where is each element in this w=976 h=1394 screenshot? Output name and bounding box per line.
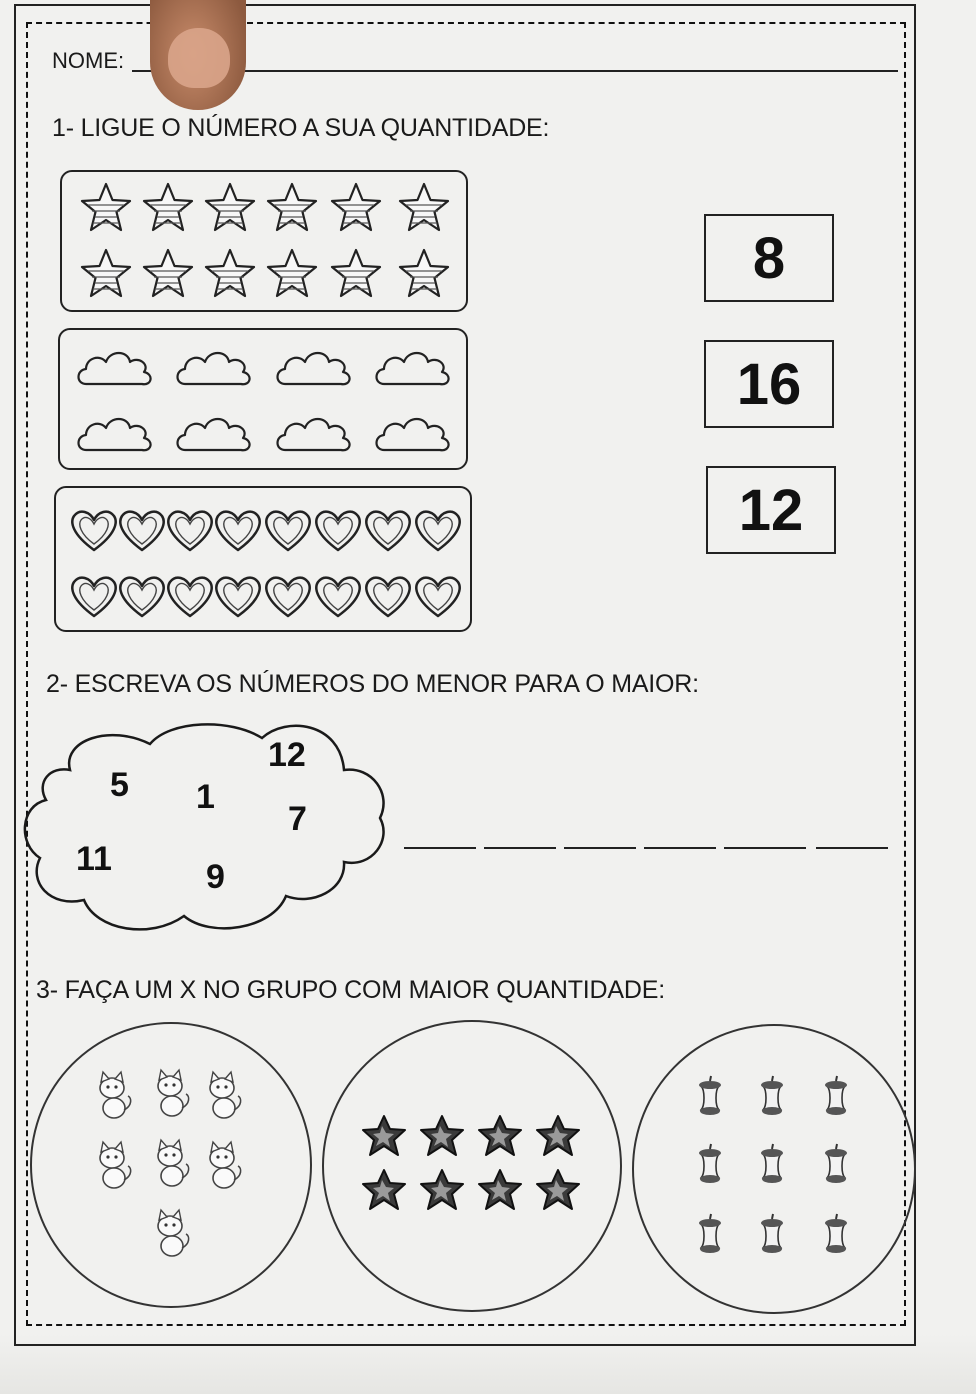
- cloud-number-9: 9: [206, 858, 225, 896]
- starfish-icon-group: [363, 1116, 579, 1209]
- cloud-number-11: 11: [76, 840, 112, 878]
- apple-core-icon-group: [699, 1076, 847, 1253]
- number-box-1[interactable]: 8: [704, 214, 834, 302]
- heart-icon-group: [72, 512, 459, 616]
- cloud-number-5: 5: [110, 766, 129, 804]
- star-icon-group: [82, 184, 448, 296]
- cat-icon-group: [100, 1070, 241, 1256]
- number-cloud: [25, 724, 384, 929]
- cloud-number-12: 12: [268, 736, 306, 774]
- question-3-heading: 3- FAÇA UM X NO GRUPO COM MAIOR QUANTIDADE:: [36, 976, 665, 1004]
- number-box-3[interactable]: 12: [706, 466, 836, 554]
- cloud-number-1: 1: [196, 778, 215, 816]
- question-1-heading: 1- LIGUE O NÚMERO A SUA QUANTIDADE:: [52, 114, 550, 142]
- question-2-heading: 2- ESCREVA OS NÚMEROS DO MENOR PARA O MAIOR:: [46, 670, 699, 698]
- fingernail: [168, 28, 230, 88]
- name-label: NOME:: [52, 48, 125, 73]
- cloud-number-7: 7: [288, 800, 307, 838]
- cloud-icon-group: [79, 353, 449, 450]
- number-box-2[interactable]: 16: [704, 340, 834, 428]
